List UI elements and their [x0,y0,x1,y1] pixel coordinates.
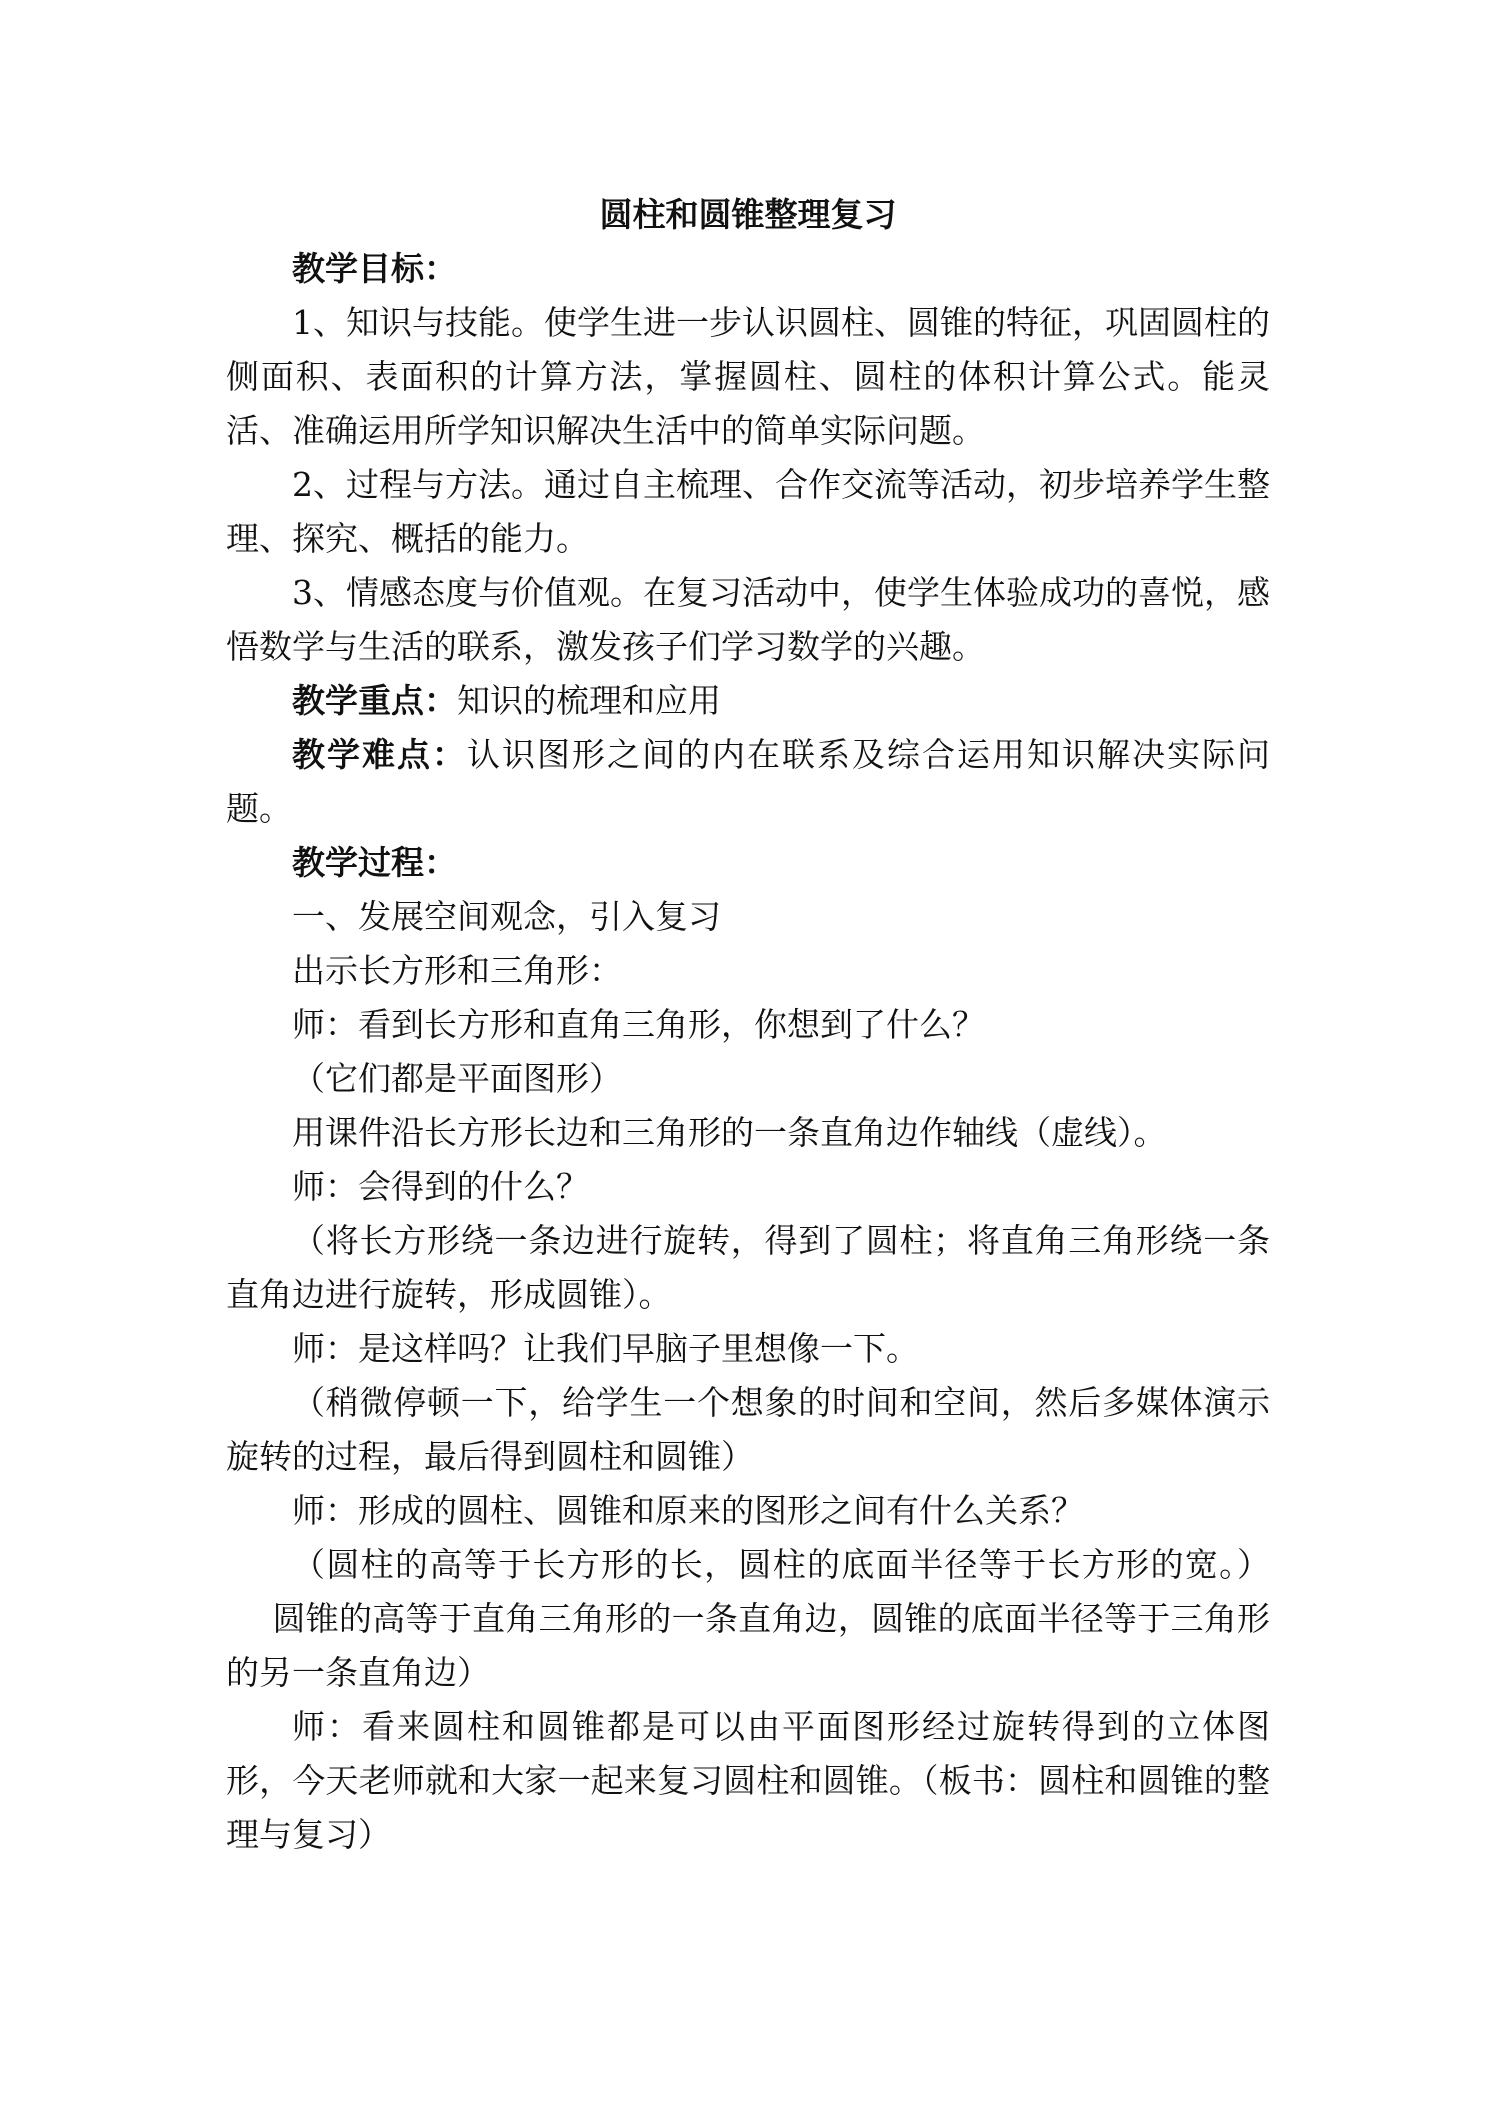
difficulty-label: 教学难点： [292,735,467,774]
process-heading: 教学过程： [292,843,457,882]
document-page [226,188,1270,1862]
process-line: （将长方形绕一条边进行旋转，得到了圆柱；将直角三角形绕一条直角边进行旋转，形成圆锥）。 [226,1221,1270,1314]
objective-2: 2、过程与方法。通过自主梳理、合作交流等活动，初步培养学生整理、探究、概括的能力。 [226,465,1270,558]
process-line: 一、发展空间观念，引入复习 [292,897,721,936]
process-line: 师：形成的圆柱、圆锥和原来的图形之间有什么关系？ [292,1491,1084,1530]
key-point [226,674,1270,728]
process-line: 用课件沿长方形长边和三角形的一条直角边作轴线（虚线）。 [292,1113,1167,1152]
difficulty [226,728,1270,836]
process-line: （它们都是平面图形） [292,1059,622,1098]
process-line: 师：是这样吗？让我们早脑子里想像一下。 [292,1329,919,1368]
process-line: 师：会得到的什么？ [292,1167,589,1206]
key-point-label: 教学重点： [292,681,457,720]
relation-paragraph [226,1538,1270,1700]
relation-part-1: （圆柱的高等于长方形的长，圆柱的底面半径等于长方形的宽。） [292,1545,1270,1584]
objective-3: 3、情感态度与价值观。在复习活动中，使学生体验成功的喜悦，感悟数学与生活的联系，激发孩子们学习数学的兴趣。 [226,573,1270,666]
key-point-text: 知识的梳理和应用 [457,681,721,720]
process-line: （稍微停顿一下，给学生一个想象的时间和空间，然后多媒体演示旋转的过程，最后得到圆柱和圆锥） [226,1383,1270,1476]
relation-part-2: 圆锥的高等于直角三角形的一条直角边，圆锥的底面半径等于三角形的另一条直角边） [226,1599,1270,1692]
objective-1: 1、知识与技能。使学生进一步认识圆柱、圆锥的特征，巩固圆柱的侧面积、表面积的计算方法，掌握圆柱、圆柱的体积计算公式。能灵活、准确运用所学知识解决生活中的简单实际问题。 [226,303,1270,450]
closing-paragraph: 师：看来圆柱和圆锥都是可以由平面图形经过旋转得到的立体图形，今天老师就和大家一起来复习圆柱和圆锥。（板书：圆柱和圆锥的整理与复习） [226,1707,1270,1854]
document-title: 圆柱和圆锥整理复习 [599,195,897,234]
process-line: 出示长方形和三角形： [292,951,622,990]
difficulty-text: 认识图形之间的内在联系及综合运用知识解决实际问题。 [226,735,1270,828]
process-line: 师：看到长方形和直角三角形，你想到了什么？ [292,1005,985,1044]
objectives-heading: 教学目标： [292,249,457,288]
